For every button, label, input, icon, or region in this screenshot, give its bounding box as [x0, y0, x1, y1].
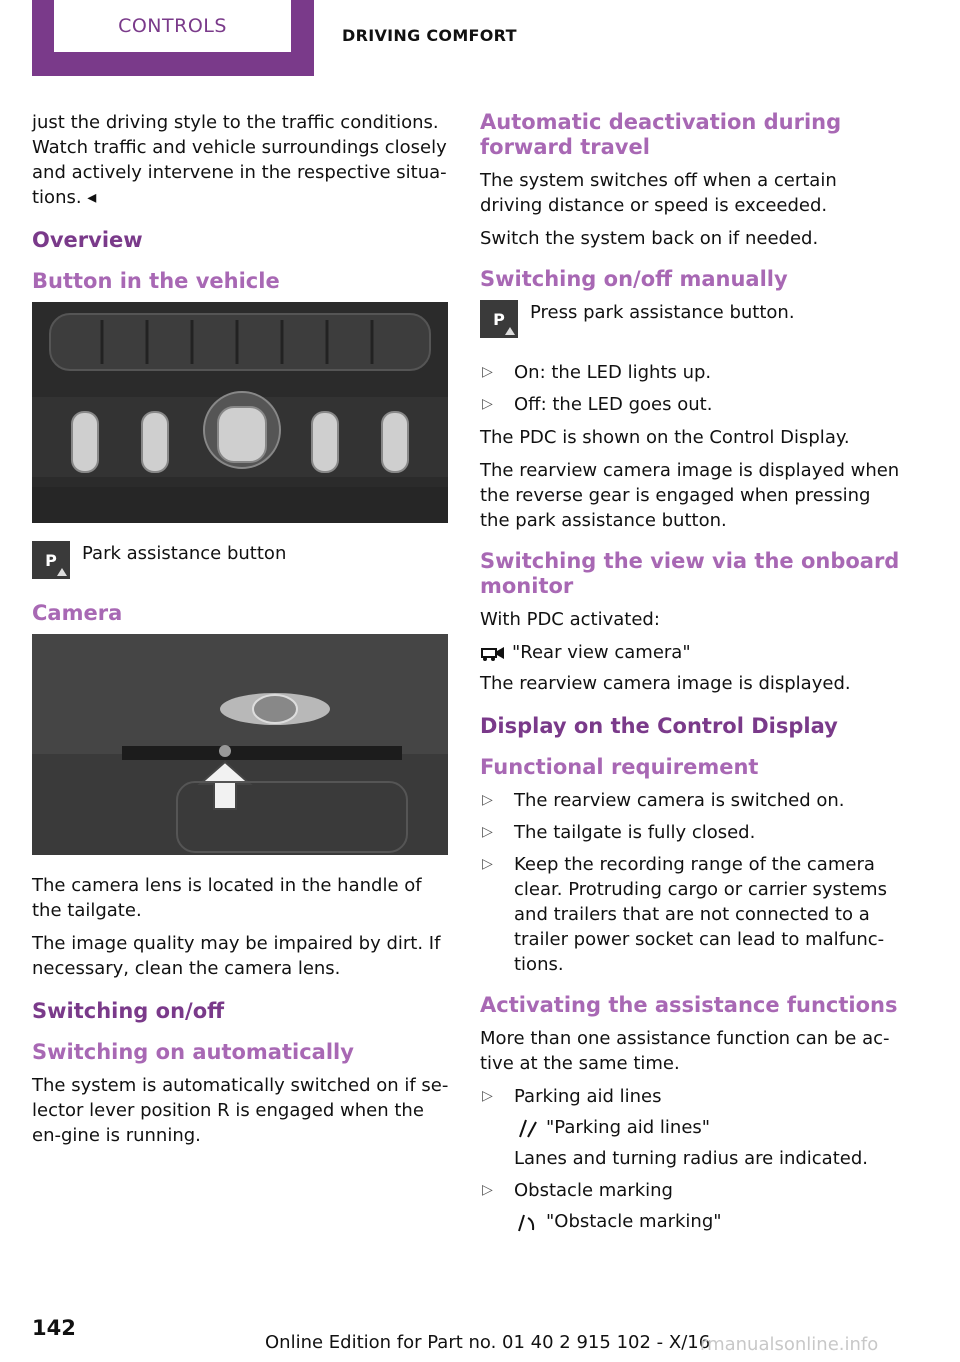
list-item: ▷ The rearview camera is switched on. — [482, 790, 845, 811]
triangle-bullet-icon: ▷ — [482, 856, 493, 872]
parking-aid-desc: Lanes and turning radius are indicated. — [514, 1148, 868, 1169]
dashboard-buttons-photo — [32, 302, 448, 523]
watermark: rmanualsonline.info — [700, 1334, 879, 1355]
park-assist-legend — [32, 541, 450, 579]
assistance-functions-list — [480, 1084, 900, 1234]
triangle-bullet-icon: ▷ — [482, 364, 493, 380]
functional-requirement-list — [480, 788, 900, 977]
manual-bullet-list — [480, 360, 900, 417]
page-number: 142 — [32, 1316, 76, 1340]
rearview-text: The rearview camera image is displayed when the reverse gear is engaged when pressing the park assistance button. — [480, 460, 900, 531]
triangle-bullet-icon: ▷ — [482, 1182, 493, 1198]
right-column — [480, 110, 900, 1242]
camera-text-1: The camera lens is located in the handle of the tailgate. — [32, 875, 422, 921]
activating-heading: Activating the assistance functions — [480, 993, 898, 1017]
switching-auto-text: The system is automatically switched on if se‐lector lever position R is engaged when the en‐gine is running. — [32, 1075, 449, 1146]
manual-heading: Switching on/off manually — [480, 267, 788, 291]
section-title: DRIVING COMFORT — [342, 26, 517, 45]
tailgate-camera-photo — [32, 634, 448, 855]
view-heading: Switching the view via the onboard monitor — [480, 549, 900, 598]
pdc-text: The PDC is shown on the Control Display. — [480, 427, 850, 448]
triangle-bullet-icon: ▷ — [482, 792, 493, 808]
list-item: ▷ Obstacle marking "Obstacle marking" — [480, 1178, 900, 1234]
button-heading: Button in the vehicle — [32, 269, 280, 293]
obstacle-marking-icon — [514, 1212, 540, 1232]
rear-view-camera-line: "Rear view camera" — [480, 640, 900, 665]
edition-footer: Online Edition for Part no. 01 40 2 915 102 - X/16 — [265, 1332, 711, 1353]
manual-press-row — [480, 300, 900, 338]
auto-deactivation-text-1: The system switches off when a certain driving distance or speed is exceeded. — [480, 170, 837, 216]
triangle-bullet-icon: ▷ — [482, 1088, 493, 1104]
triangle-bullet-icon: ▷ — [482, 824, 493, 840]
rear-view-camera-icon — [480, 643, 506, 663]
auto-deactivation-text-2: Switch the system back on if needed. — [480, 228, 819, 249]
activating-text: More than one assistance function can be ac‐tive at the same time. — [480, 1028, 890, 1074]
camera-text-2: The image quality may be impaired by dirt. If necessary, clean the camera lens. — [32, 933, 441, 979]
left-column — [32, 110, 450, 1156]
display-heading: Display on the Control Display — [480, 714, 838, 738]
auto-deactivation-heading: Automatic deactivation during forward travel — [480, 110, 842, 159]
chapter-tab — [32, 0, 314, 76]
functional-requirement-heading: Functional requirement — [480, 755, 759, 779]
switching-heading: Switching on/off — [32, 999, 225, 1023]
switching-auto-heading: Switching on automatically — [32, 1040, 354, 1064]
list-item: ▷ Off: the LED goes out. — [482, 394, 713, 415]
list-item: ▷ On: the LED lights up. — [482, 362, 712, 383]
manual-press-text: Press park assistance button. — [530, 302, 795, 323]
camera-heading: Camera — [32, 601, 123, 625]
list-item: ▷ The tailgate is fully closed. — [482, 822, 756, 843]
triangle-bullet-icon: ▷ — [482, 396, 493, 412]
parking-aid-menu-line: "Parking aid lines" — [514, 1115, 900, 1140]
rearview-displayed-text: The rearview camera image is displayed. — [480, 673, 851, 694]
list-item: ▷ Keep the recording range of the camera clear. Protruding cargo or carrier systems and trailers that are not connected to a trailer power socket can lead to malfunc‐tions. — [482, 854, 887, 975]
list-item: ▷ Parking aid lines "Parking aid lines" Lanes and turning radius are indicated. — [480, 1084, 900, 1171]
with-pdc-text: With PDC activated: — [480, 609, 660, 630]
overview-heading: Overview — [32, 228, 143, 252]
park-assist-icon: P — [480, 300, 518, 338]
obstacle-menu-line: "Obstacle marking" — [514, 1209, 900, 1234]
park-assist-caption: Park assistance button — [82, 543, 287, 564]
intro-text: just the driving style to the traffic conditions. Watch traffic and vehicle surroundings closely and actively intervene in the respective situa‐tions. ◂ — [32, 112, 447, 208]
parking-aid-lines-icon — [514, 1118, 540, 1138]
park-assist-icon: P — [32, 541, 70, 579]
chapter-tab-label: CONTROLS — [54, 0, 291, 52]
